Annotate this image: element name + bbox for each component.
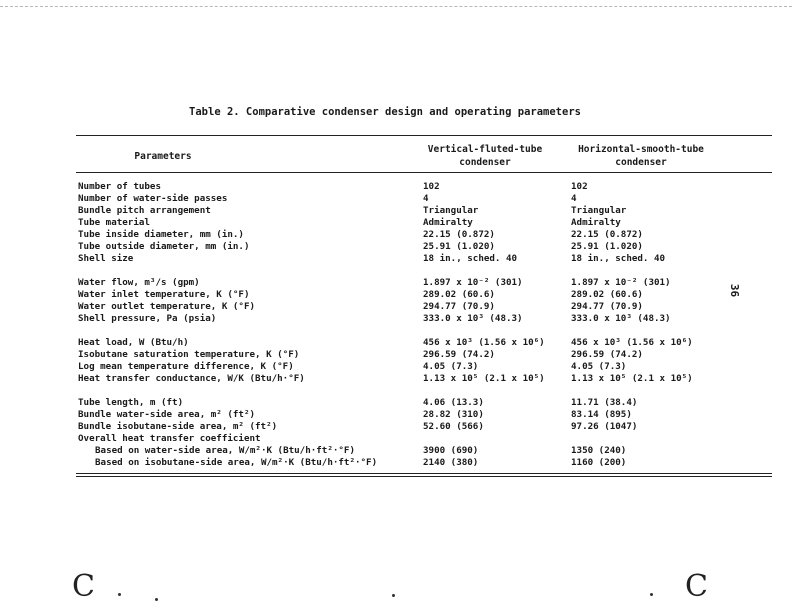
row-horizontal-value: 83.14 (895)	[571, 409, 632, 420]
row-horizontal-value: 333.0 x 10³ (48.3)	[571, 313, 671, 324]
row-horizontal-value: Admiralty	[571, 217, 621, 228]
row-horizontal-value: 1350 (240)	[571, 445, 627, 456]
row-parameter: Heat transfer conductance, W/K (Btu/h·°F)	[78, 373, 305, 384]
scan-speck	[650, 593, 653, 596]
row-horizontal-value: Triangular	[571, 205, 627, 216]
row-horizontal-value: 25.91 (1.020)	[571, 241, 643, 252]
table-row	[78, 373, 772, 385]
row-horizontal-value: 18 in., sched. 40	[571, 253, 666, 264]
row-parameter: Shell pressure, Pa (psia)	[78, 313, 217, 324]
row-horizontal-value: 1.13 x 10⁵ (2.1 x 10⁵)	[571, 373, 693, 384]
row-vertical-value: 4	[423, 193, 429, 204]
table-row	[78, 301, 772, 313]
table-bottom-rule-2	[76, 476, 772, 477]
table-row	[78, 217, 772, 229]
row-horizontal-value: 97.26 (1047)	[571, 421, 638, 432]
row-vertical-value: 294.77 (70.9)	[423, 301, 495, 312]
table-row	[78, 313, 772, 325]
table-row	[78, 193, 772, 205]
row-vertical-value: 3900 (690)	[423, 445, 479, 456]
table-row	[78, 229, 772, 241]
row-parameter: Number of water-side passes	[78, 193, 228, 204]
table-bottom-rule	[76, 473, 772, 474]
row-vertical-value: 289.02 (60.6)	[423, 289, 495, 300]
row-vertical-value: 28.82 (310)	[423, 409, 484, 420]
table-row	[78, 253, 772, 265]
table-row	[78, 337, 772, 349]
table-top-rule	[76, 135, 772, 136]
row-vertical-value: 18 in., sched. 40	[423, 253, 518, 264]
header-vertical-line1: Vertical-fluted-tube	[427, 144, 543, 155]
scan-speck	[155, 598, 158, 601]
row-horizontal-value: 4.05 (7.3)	[571, 361, 627, 372]
table-row	[78, 397, 772, 409]
header-horizontal-line2: condenser	[615, 157, 667, 168]
row-parameter: Water inlet temperature, K (°F)	[78, 289, 250, 300]
header-vertical-line2: condenser	[459, 157, 511, 168]
row-vertical-value: 333.0 x 10³ (48.3)	[423, 313, 523, 324]
row-vertical-value: 2140 (380)	[423, 457, 479, 468]
header-parameters: Parameters	[134, 151, 192, 162]
corner-mark-right: C	[685, 569, 708, 604]
row-parameter: Tube material	[78, 217, 150, 228]
row-vertical-value: Admiralty	[423, 217, 473, 228]
row-vertical-value: 296.59 (74.2)	[423, 349, 495, 360]
scan-top-edge	[0, 6, 792, 7]
row-parameter: Bundle isobutane-side area, m² (ft²)	[78, 421, 278, 432]
row-vertical-value: 456 x 10³ (1.56 x 10⁶)	[423, 337, 545, 348]
row-horizontal-value: 294.77 (70.9)	[571, 301, 643, 312]
row-parameter: Log mean temperature difference, K (°F)	[78, 361, 294, 372]
row-horizontal-value: 296.59 (74.2)	[571, 349, 643, 360]
row-parameter: Isobutane saturation temperature, K (°F)	[78, 349, 300, 360]
row-horizontal-value: 22.15 (0.872)	[571, 229, 643, 240]
row-horizontal-value: 1160 (200)	[571, 457, 627, 468]
table-row	[78, 205, 772, 217]
row-horizontal-value: 289.02 (60.6)	[571, 289, 643, 300]
row-parameter: Heat load, W (Btu/h)	[78, 337, 189, 348]
header-horizontal	[566, 143, 716, 169]
row-vertical-value: 4.05 (7.3)	[423, 361, 479, 372]
table-row	[78, 181, 772, 193]
row-vertical-value: 4.06 (13.3)	[423, 397, 484, 408]
row-horizontal-value: 11.71 (38.4)	[571, 397, 638, 408]
row-vertical-value: 1.13 x 10⁵ (2.1 x 10⁵)	[423, 373, 545, 384]
corner-mark-left: C	[72, 569, 95, 604]
table-row	[78, 457, 772, 469]
row-vertical-value: 1.897 x 10⁻² (301)	[423, 277, 523, 288]
header-bottom-rule	[76, 172, 772, 173]
table-row	[78, 277, 772, 289]
row-parameter: Water flow, m³/s (gpm)	[78, 277, 200, 288]
row-horizontal-value: 4	[571, 193, 577, 204]
scan-speck	[392, 594, 395, 597]
table-row	[78, 445, 772, 457]
table-row	[78, 433, 772, 445]
row-parameter: Tube inside diameter, mm (in.)	[78, 229, 244, 240]
table-row	[78, 409, 772, 421]
row-vertical-value: 25.91 (1.020)	[423, 241, 495, 252]
table-row	[78, 289, 772, 301]
row-horizontal-value: 102	[571, 181, 588, 192]
row-parameter: Based on isobutane-side area, W/m²·K (Btu/h·ft²·°F)	[95, 457, 378, 468]
row-vertical-value: 102	[423, 181, 440, 192]
table-row	[78, 361, 772, 373]
row-vertical-value: 22.15 (0.872)	[423, 229, 495, 240]
table-row	[78, 349, 772, 361]
row-parameter: Tube length, m (ft)	[78, 397, 184, 408]
row-parameter: Tube outside diameter, mm (in.)	[78, 241, 250, 252]
row-parameter: Based on water-side area, W/m²·K (Btu/h·ft²·°F)	[95, 445, 355, 456]
page-number: 36	[728, 283, 742, 298]
row-parameter: Number of tubes	[78, 181, 161, 192]
table-row	[78, 421, 772, 433]
header-horizontal-line1: Horizontal-smooth-tube	[578, 144, 704, 155]
header-vertical	[410, 143, 560, 169]
row-horizontal-value: 456 x 10³ (1.56 x 10⁶)	[571, 337, 693, 348]
row-parameter: Bundle water-side area, m² (ft²)	[78, 409, 256, 420]
table-row	[78, 241, 772, 253]
row-horizontal-value: 1.897 x 10⁻² (301)	[571, 277, 671, 288]
row-parameter: Bundle pitch arrangement	[78, 205, 211, 216]
table-caption: Table 2. Comparative condenser design and operating parameters	[189, 106, 581, 118]
scan-speck	[118, 593, 121, 596]
row-parameter: Shell size	[78, 253, 134, 264]
row-vertical-value: Triangular	[423, 205, 479, 216]
row-parameter: Water outlet temperature, K (°F)	[78, 301, 256, 312]
row-parameter: Overall heat transfer coefficient	[78, 433, 261, 444]
row-vertical-value: 52.60 (566)	[423, 421, 484, 432]
